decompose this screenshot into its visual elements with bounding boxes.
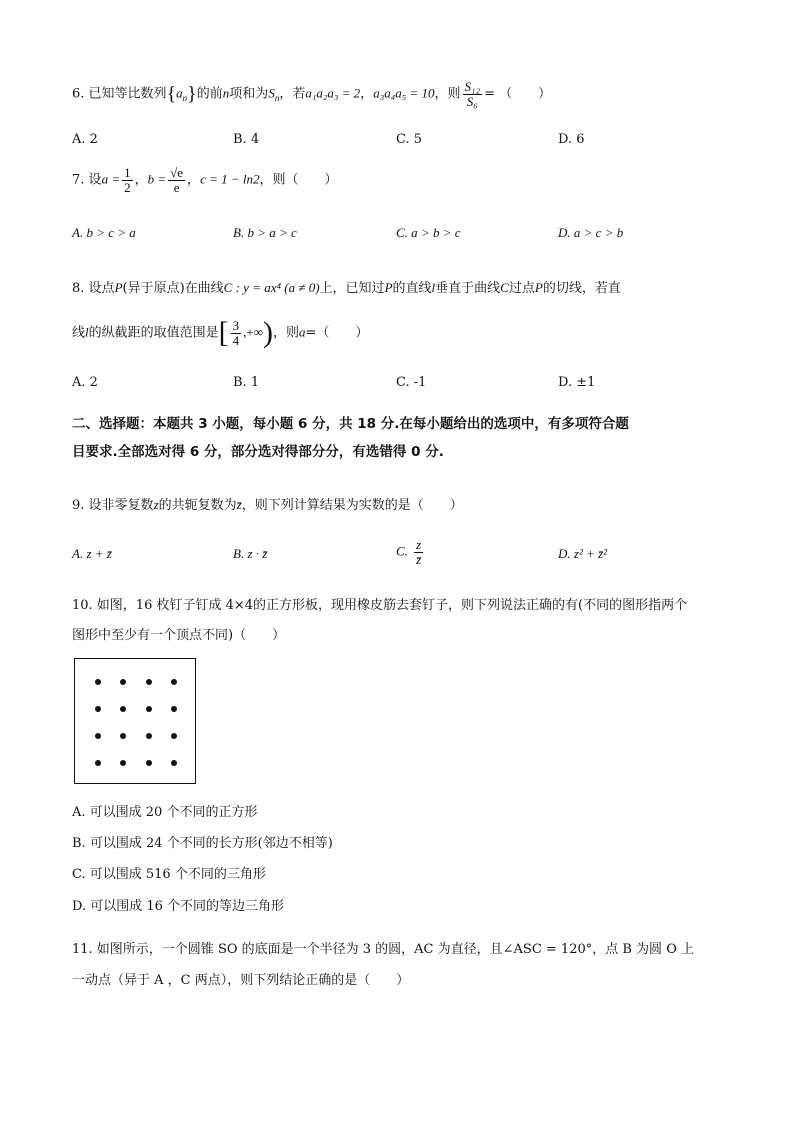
q6-option-b: B. 4 xyxy=(233,132,260,147)
q8-text: =（ ） xyxy=(305,325,369,341)
q8-P: P xyxy=(534,280,543,295)
q6-text: = （ ） xyxy=(484,86,552,102)
nail-dot xyxy=(95,706,101,712)
q6-option-d: D. 6 xyxy=(558,132,585,147)
q7-option-c: C. a > b > c xyxy=(396,225,461,240)
q8-text: 线 xyxy=(72,325,86,341)
q8-text: 垂直于曲线 xyxy=(435,281,501,296)
q7-b-eq: b = xyxy=(147,171,167,187)
q6-S-sub: n xyxy=(274,93,280,104)
q8-number: 8. xyxy=(72,281,85,296)
nail-dot xyxy=(95,733,101,739)
section-2-line2: 目要求.全部选对得 6 分，部分选对得部分分，有选错得 0 分. xyxy=(72,444,444,460)
q10-stem-line2: 图形中至少有一个顶点不同)（ ） xyxy=(72,628,286,643)
q10-option-c: C. 可以围成 516 个不同的三角形 xyxy=(72,867,266,882)
q10-option-d: D. 可以围成 16 个不同的等边三角形 xyxy=(72,899,285,914)
q8-text: ，则 xyxy=(273,325,300,341)
q9-option-c-label: C. xyxy=(396,543,408,559)
nail-dot xyxy=(95,679,101,685)
q8-P: P xyxy=(114,280,123,295)
q8-text: 的切线，若直 xyxy=(542,281,621,296)
q6-eq1: a₁a₂a₃ = 2 xyxy=(305,85,361,101)
q7-option-d: D. a > c > b xyxy=(558,225,624,240)
nail-dot xyxy=(146,733,152,739)
q7-a-den: 2 xyxy=(124,179,131,195)
nail-dot xyxy=(171,679,177,685)
q7-number: 7. xyxy=(72,172,85,188)
q7-a-num: 1 xyxy=(124,165,131,180)
q7-text: ， xyxy=(187,172,201,188)
q6-number: 6. xyxy=(72,86,85,102)
q10-stem-line1: 10. 如图，16 枚钉子钉成 4×4的正方形板，现用橡皮筋去套钉子，则下列说法正确的有(不同的图形指两个 xyxy=(72,598,688,613)
q6-text: ， xyxy=(360,86,374,102)
q6-brace-right: } xyxy=(187,83,197,106)
q7-b-fraction xyxy=(168,166,185,194)
q8-option-c: C. -1 xyxy=(396,375,427,390)
q7-b-den: e xyxy=(173,179,180,195)
q6-text: 已知等比数列 xyxy=(88,86,167,102)
nail-dot xyxy=(171,706,177,712)
q6-eq2: a₃a₄a₅ = 10 xyxy=(373,85,435,101)
q8-range-num: 3 xyxy=(232,317,240,333)
section-2-line1: 二、选择题：本题共 3 小题，每小题 6 分，共 18 分.在每小题给出的选项中，有多项符合题 xyxy=(72,416,629,432)
q7-text: ， xyxy=(134,172,148,188)
q9-number: 9. xyxy=(72,498,85,513)
q9-option-c-den: z̄ xyxy=(416,551,422,567)
q9-stem xyxy=(72,494,463,513)
nail-dot xyxy=(146,760,152,766)
q7-text: 设 xyxy=(88,172,102,188)
q7-c-eq: c = 1 − ln2 xyxy=(200,171,260,187)
q6-option-c: C. 5 xyxy=(396,132,423,147)
q7-option-b: B. b > a > c xyxy=(233,225,297,240)
q9-option-a: A. z + z̄ xyxy=(72,546,112,561)
q6-S: S xyxy=(268,85,275,101)
q10-option-b: B. 可以围成 24 个不同的长方形(邻边不相等) xyxy=(72,836,333,851)
q6-frac-den: S₆ xyxy=(466,93,478,109)
q9-zbar: z̄ xyxy=(236,497,242,512)
q9-option-c-num: z xyxy=(416,537,422,552)
q7-a-eq: a = xyxy=(101,171,121,187)
q9-option-c xyxy=(396,538,425,566)
nail-dot xyxy=(171,733,177,739)
q6-text: ，若 xyxy=(279,86,306,102)
q8-paren-right: ) xyxy=(263,316,274,349)
q8-C: C xyxy=(500,280,509,295)
q7-option-a: A. b > c > a xyxy=(72,225,136,240)
q11-stem-line2: 一动点（异于 A ，C 两点），则下列结论正确的是（ ） xyxy=(72,973,410,988)
q8-stem-line2 xyxy=(72,318,368,348)
nail-dot xyxy=(120,706,126,712)
q6-an: a xyxy=(176,85,183,101)
q7-b-num: √e xyxy=(170,165,184,180)
q8-text: 的纵截距的取值范围是 xyxy=(88,325,219,341)
nail-dot xyxy=(120,679,126,685)
q7-a-fraction xyxy=(122,166,133,194)
q9-text: ，则下列计算结果为实数的是（ ） xyxy=(241,498,463,513)
q7-stem xyxy=(72,166,338,194)
q8-text: 设点 xyxy=(88,281,115,296)
nail-dot xyxy=(146,706,152,712)
q6-option-a: A. 2 xyxy=(72,132,98,147)
nail-dot xyxy=(120,733,126,739)
q8-range-tail: ,+∞ xyxy=(243,324,264,340)
q11-stem-line1: 11. 如图所示，一个圆锥 SO 的底面是一个半径为 3 的圆，AC 为直径，且∠ASC = 120°，点 B 为圆 O 上 xyxy=(72,942,694,957)
q8-option-b: B. 1 xyxy=(233,375,260,390)
q6-frac-num: S₁₂ xyxy=(464,79,481,94)
q8-option-a: A. 2 xyxy=(72,375,98,390)
q10-option-a: A. 可以围成 20 个不同的正方形 xyxy=(72,805,258,820)
q9-z: z xyxy=(153,497,159,512)
q8-range-fraction xyxy=(231,319,242,347)
nail-dot xyxy=(171,760,177,766)
q8-P: P xyxy=(384,280,393,295)
q6-fraction xyxy=(463,80,483,108)
q8-option-d: D. ±1 xyxy=(558,375,596,390)
q6-brace-left: { xyxy=(166,83,177,106)
q9-option-d: D. z² + z̄² xyxy=(558,546,608,561)
q8-l: l xyxy=(85,324,89,340)
q8-stem-line1 xyxy=(72,277,621,296)
q7-text: ，则（ ） xyxy=(259,172,338,188)
q8-text: (异于原点)在曲线 xyxy=(122,281,224,296)
q6-text: 项和为 xyxy=(229,86,269,102)
q9-option-c-fraction xyxy=(414,538,423,566)
q8-text: 的直线 xyxy=(392,281,432,296)
q9-text: 的共轭复数为 xyxy=(158,498,237,513)
q6-an-sub: n xyxy=(182,93,188,104)
q6-text: ，则 xyxy=(434,86,461,102)
q6-text: 的前 xyxy=(196,86,223,102)
q8-text: 上，已知过 xyxy=(319,281,385,296)
q8-range-den: 4 xyxy=(232,332,240,348)
q8-curve: C : y = ax⁴ (a ≠ 0) xyxy=(223,280,320,295)
q9-option-b: B. z · z̄ xyxy=(233,546,268,561)
q6-n: n xyxy=(222,85,230,101)
q8-l: l xyxy=(431,280,436,295)
q8-text: 过点 xyxy=(508,281,535,296)
nail-dot xyxy=(146,679,152,685)
q8-bracket-left: [ xyxy=(218,316,229,349)
q9-text: 设非零复数 xyxy=(88,498,154,513)
q8-a: a xyxy=(299,324,306,340)
nail-dot xyxy=(120,760,126,766)
section-2-heading xyxy=(72,410,722,466)
nail-dot xyxy=(95,760,101,766)
q6-stem xyxy=(72,80,551,108)
nail-board-figure xyxy=(74,658,196,784)
